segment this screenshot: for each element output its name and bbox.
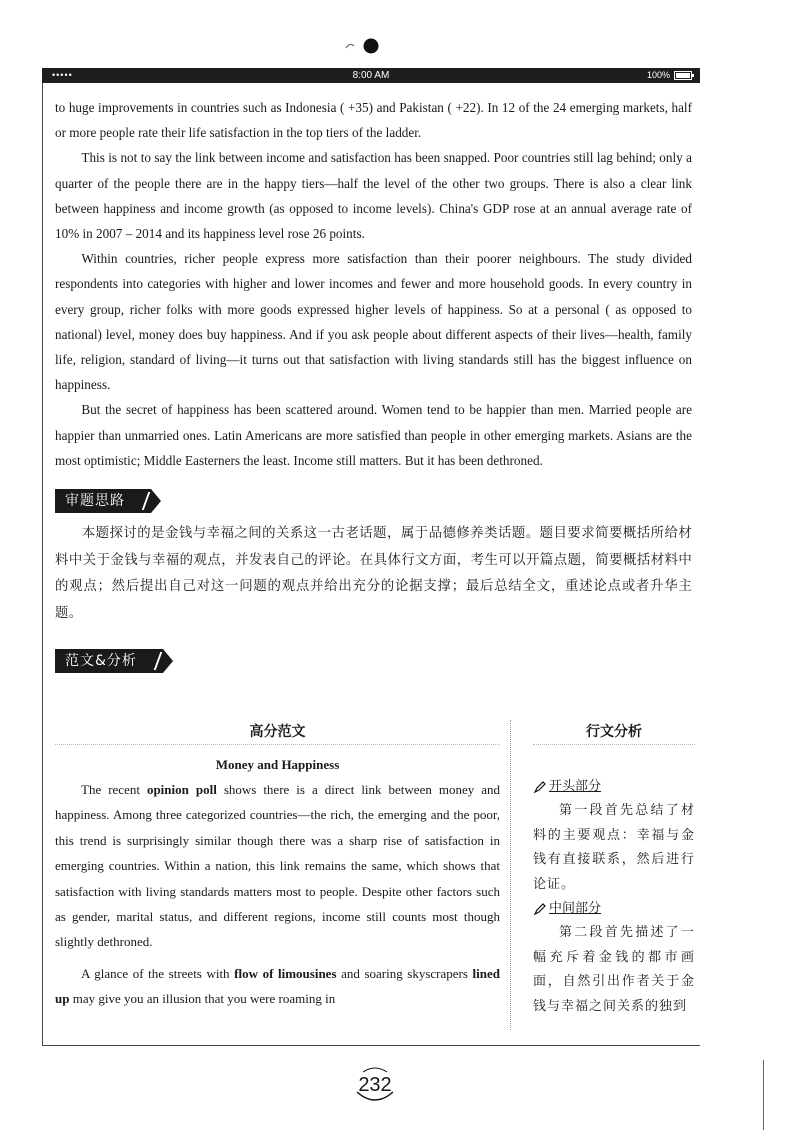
essay-title: Money and Happiness — [215, 757, 340, 772]
status-bar — [42, 68, 700, 83]
publisher-logo — [342, 36, 382, 56]
battery-fill — [676, 73, 690, 78]
status-time: 8:00 AM — [352, 70, 390, 81]
page-frame-bottom — [42, 1045, 700, 1046]
passage-content — [55, 95, 692, 673]
opening-part-analysis: 第一段首先总结了材料的主要观点：幸福与金钱有直接联系，然后进行论证。 — [533, 803, 695, 892]
essay-paragraph-2 — [55, 961, 500, 1012]
essay-paragraph-1 — [55, 777, 500, 955]
page-frame-left — [42, 83, 43, 1045]
essay-phrase: lined up — [55, 965, 500, 1007]
model-section-tag: 范文&分析 — [55, 649, 163, 673]
middle-part-text: 中间部分 — [549, 901, 602, 916]
page-number-text: 232 — [358, 1074, 392, 1096]
essay-text: A glance of the streets with — [81, 965, 235, 981]
essay-column-header: 高分范文 — [55, 720, 500, 745]
battery-icon — [674, 71, 692, 80]
analysis-section-tag: 审题思路 — [55, 489, 151, 513]
middle-part-label — [533, 897, 695, 921]
column-divider — [510, 720, 511, 1030]
opening-part-text: 开头部分 — [549, 779, 602, 794]
analysis-column-header: 行文分析 — [533, 720, 695, 745]
battery-percent: 100% — [646, 70, 670, 80]
signal-indicator: ••••• — [52, 70, 73, 80]
passage-paragraph-2: This is not to say the link between income and satisfaction has been snapped. Poor countries still lag behind; only a quarter of the people there are in the happy tiers—half the level of the other two groups. There is also a clear link between happiness and income growth (as opposed to income levels). China's GDP rose at an annual average rate of 10% in 2007 – 2014 and its happiness level rose 26 points. — [55, 150, 692, 242]
battery-indicator — [647, 70, 692, 80]
analysis-column — [533, 720, 695, 1019]
passage-paragraph-3: Within countries, richer people express more satisfaction than their poorer neighbours. The study divided respondents into categories with higher and lower incomes and fewer and more household goods. In every country in every group, richer folks with more goods expressed higher levels of happiness. So at a personal ( as opposed to national) level, money does buy happiness. And if you ask people about different aspects of their lives—health, family life, religion, standard of living—it turns out that satisfaction with living standards still has the biggest influence on happiness. — [55, 251, 692, 393]
essay-text: and soaring skyscrapers — [336, 965, 473, 981]
essay-text: may give you an illusion that you were roaming in — [69, 991, 336, 1007]
essay-text: The recent — [81, 782, 147, 797]
pen-icon — [533, 902, 547, 916]
passage-paragraph-4: But the secret of happiness has been scattered around. Women tend to be happier than men. Married people are happier than unmarried ones. Latin Americans are more satisfied than people in other emerging markets. Asians are the most optimistic; Middle Easterners the least. Income still matters. But it has been dethroned. — [55, 402, 692, 468]
essay-text: shows there is a direct link between money and happiness. Among three categorized countries—the rich, the emerging and the poor, this trend is surprisingly similar though there was a sharp rise of satisfaction in emerging countries. Within a nation, this link remains the same, which shows that satisfaction with living standards matters most to people. Despite other factors such as gender, marital status, and different regions, income still counts most though slightly dethroned. — [55, 782, 500, 950]
essay-phrase: opinion poll — [146, 782, 217, 797]
margin-rule — [763, 1060, 764, 1130]
analysis-text: 本题探讨的是金钱与幸福之间的关系这一古老话题，属于品德修养类话题。题目要求简要概括所给材料中关于金钱与幸福的观点，并发表自己的评论。在具体行文方面，考生可以开篇点题，简要概括材料中的观点；然后提出自己对这一问题的观点并给出充分的论据支撑；最后总结全文，重述论点或者升华主题。 — [55, 526, 692, 621]
pen-icon — [533, 780, 547, 794]
essay-phrase: flow of limousines — [234, 965, 337, 981]
essay-column — [55, 720, 500, 1012]
model-essay-columns — [55, 720, 695, 1040]
middle-part-analysis: 第二段首先描述了一幅充斥着金钱的都市画面，自然引出作者关于金钱与幸福之间关系的独到 — [533, 925, 695, 1014]
page-number — [345, 1062, 405, 1108]
passage-paragraph-1: to huge improvements in countries such as Indonesia ( +35) and Pakistan ( +22). In 12 of the 24 emerging markets, half or more people rate their life satisfaction in the top tiers of the ladder. — [55, 100, 692, 141]
opening-part-label — [533, 775, 695, 799]
